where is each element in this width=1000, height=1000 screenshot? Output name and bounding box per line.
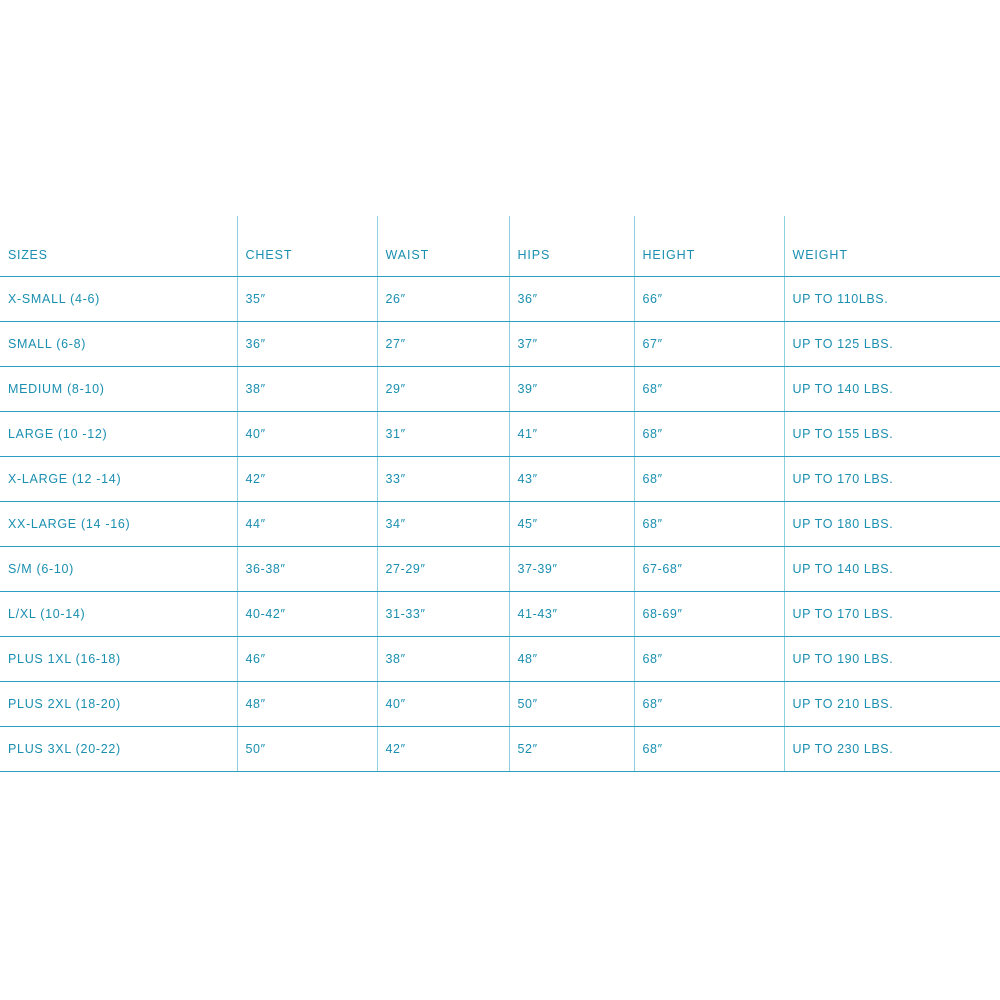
cell-chest: 42″ [237, 456, 377, 501]
cell-height: 68″ [634, 636, 784, 681]
cell-chest: 48″ [237, 681, 377, 726]
table-row [0, 411, 1000, 456]
cell-size: LARGE (10 -12) [0, 411, 237, 456]
cell-size: PLUS 3XL (20-22) [0, 726, 237, 771]
column-header-chest: CHEST [237, 216, 377, 276]
table-row [0, 456, 1000, 501]
cell-height: 67-68″ [634, 546, 784, 591]
cell-chest: 36″ [237, 321, 377, 366]
table-row [0, 366, 1000, 411]
cell-height: 68″ [634, 726, 784, 771]
cell-hips: 41-43″ [509, 591, 634, 636]
cell-waist: 34″ [377, 501, 509, 546]
cell-height: 68″ [634, 501, 784, 546]
cell-chest: 35″ [237, 276, 377, 321]
cell-hips: 41″ [509, 411, 634, 456]
cell-weight: UP TO 180 LBS. [784, 501, 1000, 546]
cell-height: 68″ [634, 366, 784, 411]
cell-height: 66″ [634, 276, 784, 321]
cell-weight: UP TO 155 LBS. [784, 411, 1000, 456]
cell-weight: UP TO 140 LBS. [784, 546, 1000, 591]
cell-chest: 38″ [237, 366, 377, 411]
cell-hips: 37″ [509, 321, 634, 366]
table-row [0, 321, 1000, 366]
cell-weight: UP TO 140 LBS. [784, 366, 1000, 411]
cell-hips: 43″ [509, 456, 634, 501]
cell-size: PLUS 2XL (18-20) [0, 681, 237, 726]
table-row [0, 591, 1000, 636]
cell-waist: 26″ [377, 276, 509, 321]
cell-waist: 31-33″ [377, 591, 509, 636]
table-row [0, 636, 1000, 681]
cell-hips: 36″ [509, 276, 634, 321]
table-row [0, 276, 1000, 321]
cell-size: MEDIUM (8-10) [0, 366, 237, 411]
column-header-height: HEIGHT [634, 216, 784, 276]
cell-hips: 52″ [509, 726, 634, 771]
cell-size: X-SMALL (4-6) [0, 276, 237, 321]
column-header-weight: WEIGHT [784, 216, 1000, 276]
cell-chest: 36-38″ [237, 546, 377, 591]
cell-size: L/XL (10-14) [0, 591, 237, 636]
table-header [0, 216, 1000, 276]
column-header-waist: WAIST [377, 216, 509, 276]
cell-size: PLUS 1XL (16-18) [0, 636, 237, 681]
cell-waist: 29″ [377, 366, 509, 411]
cell-chest: 44″ [237, 501, 377, 546]
table-body [0, 276, 1000, 771]
cell-waist: 42″ [377, 726, 509, 771]
cell-weight: UP TO 125 LBS. [784, 321, 1000, 366]
cell-hips: 50″ [509, 681, 634, 726]
cell-waist: 40″ [377, 681, 509, 726]
table-row [0, 546, 1000, 591]
table-row [0, 501, 1000, 546]
column-header-sizes: SIZES [0, 216, 237, 276]
cell-hips: 45″ [509, 501, 634, 546]
size-chart-container [0, 216, 1000, 772]
cell-weight: UP TO 210 LBS. [784, 681, 1000, 726]
cell-hips: 37-39″ [509, 546, 634, 591]
cell-waist: 27″ [377, 321, 509, 366]
table-header-row [0, 216, 1000, 276]
cell-waist: 31″ [377, 411, 509, 456]
cell-size: X-LARGE (12 -14) [0, 456, 237, 501]
cell-chest: 46″ [237, 636, 377, 681]
cell-chest: 50″ [237, 726, 377, 771]
cell-weight: UP TO 230 LBS. [784, 726, 1000, 771]
cell-size: XX-LARGE (14 -16) [0, 501, 237, 546]
column-header-hips: HIPS [509, 216, 634, 276]
cell-height: 68-69″ [634, 591, 784, 636]
cell-weight: UP TO 170 LBS. [784, 591, 1000, 636]
cell-waist: 33″ [377, 456, 509, 501]
cell-chest: 40-42″ [237, 591, 377, 636]
cell-weight: UP TO 190 LBS. [784, 636, 1000, 681]
cell-size: S/M (6-10) [0, 546, 237, 591]
cell-height: 68″ [634, 456, 784, 501]
cell-height: 68″ [634, 681, 784, 726]
cell-hips: 48″ [509, 636, 634, 681]
cell-waist: 27-29″ [377, 546, 509, 591]
cell-chest: 40″ [237, 411, 377, 456]
cell-waist: 38″ [377, 636, 509, 681]
cell-size: SMALL (6-8) [0, 321, 237, 366]
cell-hips: 39″ [509, 366, 634, 411]
cell-weight: UP TO 110LBS. [784, 276, 1000, 321]
table-row [0, 681, 1000, 726]
table-row [0, 726, 1000, 771]
cell-weight: UP TO 170 LBS. [784, 456, 1000, 501]
size-chart-table [0, 216, 1000, 772]
cell-height: 68″ [634, 411, 784, 456]
cell-height: 67″ [634, 321, 784, 366]
